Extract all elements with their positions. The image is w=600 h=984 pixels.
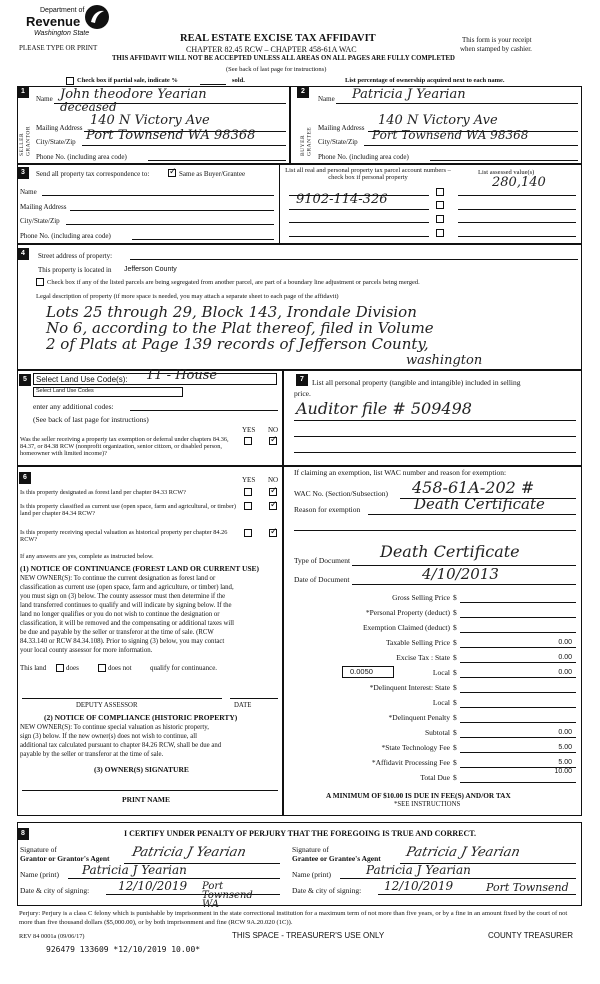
section-8-number: 8 <box>17 828 29 840</box>
calc-label: Total Due <box>420 773 450 782</box>
notice1-line-b: classification as current use (open space, farm and agriculture, or timber) land, <box>20 584 234 591</box>
grantor-name-label: Name (print) <box>20 870 59 879</box>
calc-value[interactable]: 0.00 <box>558 639 572 646</box>
parcel-number[interactable]: 9102-114-326 <box>296 192 388 207</box>
calc-line <box>460 662 576 663</box>
sold-label: sold. <box>232 77 245 84</box>
deputy-date-line <box>230 698 278 699</box>
calc-value[interactable]: 0.00 <box>558 729 572 736</box>
notice-continuance-title: (1) NOTICE OF CONTINUANCE (FOREST LAND OR CURRENT USE) <box>20 564 260 573</box>
auditor-file[interactable]: Auditor file # 509498 <box>296 399 472 418</box>
s1-city-line <box>82 145 286 146</box>
s6-q1-no[interactable] <box>269 488 277 496</box>
s6-forest-question: Is this property designated as forest land per chapter 84.33 RCW? <box>20 489 186 496</box>
grantor-sig-label2: Grantor or Grantor's Agent <box>20 854 110 863</box>
personal-property-label: List all personal property (tangible and intangible) included in selling <box>312 378 521 387</box>
form-chapter: CHAPTER 82.45 RCW – CHAPTER 458-61A WAC <box>186 45 357 54</box>
grantee-city-value[interactable]: Port Townsend <box>486 881 569 894</box>
local-rate-value: 0.0050 <box>350 667 373 676</box>
personal-property-cb-2[interactable] <box>436 201 444 209</box>
segregated-label: Check box if any of the listed parcels are being segregated from another parcel, are part of a boundary line adjustment or parcels being merged. <box>47 279 420 286</box>
notice-compliance-title: (2) NOTICE OF COMPLIANCE (HISTORIC PROPERTY) <box>44 713 238 722</box>
grantee-name-line <box>340 878 576 879</box>
doc-date-value[interactable]: 4/10/2013 <box>422 565 499 583</box>
s5-no-checkbox[interactable] <box>269 437 277 445</box>
owner-sig-line <box>22 790 278 791</box>
section-2-number: 2 <box>297 86 309 98</box>
s6-current-use-question: Is this property classified as current use (open space, farm and agricultural, or timber) land per chapter 84.34 RCW? <box>20 503 236 518</box>
doc-date-label: Date of Document <box>294 575 350 584</box>
treasurer-space: THIS SPACE - TREASURER'S USE ONLY <box>232 931 385 940</box>
s5-yes-checkbox[interactable] <box>244 437 252 445</box>
calc-line <box>460 737 576 738</box>
calc-label: Subtotal <box>424 728 450 737</box>
notice1-line-i: your local county assessor for more information. <box>20 647 153 654</box>
s1-city-value[interactable]: Port Townsend WA 98368 <box>86 128 256 143</box>
s6-q3-no[interactable] <box>269 529 277 537</box>
s7-line-1 <box>294 420 576 421</box>
calc-line <box>460 692 576 693</box>
notice2-line-d: payable by the seller or transferor at the time of sale. <box>20 751 164 758</box>
this-land-label: This land <box>20 664 47 672</box>
calc-label: Local <box>432 698 450 707</box>
calc-dollar: $ <box>453 773 457 782</box>
perjury-notice: Perjury: Perjury is a class C felony which is punishable by imprisonment in the state correctional institution for a maximum term of not more than five years, or by a fine in an amount fixed by the court of not more than five thousand dollars ($5,000.00), or by both imprisonment and fine (RCW 9A.20.020 (1C)). <box>19 910 568 926</box>
grantor-date-label: Date & city of signing: <box>20 886 90 895</box>
parcel-line-2 <box>289 209 429 210</box>
calc-label: *State Technology Fee <box>381 743 450 752</box>
s2-mail-label: Mailing Address <box>318 124 365 132</box>
county-treasurer: COUNTY TREASURER <box>488 931 574 940</box>
calc-line <box>460 782 576 783</box>
section-6-number: 6 <box>19 472 31 484</box>
same-as-buyer-checkbox[interactable] <box>168 169 176 177</box>
partial-sale-label: Check box if partial sale, indicate % <box>77 77 178 84</box>
grantee-name-value[interactable]: Patricia J Yearian <box>366 863 471 877</box>
assessed-line-3 <box>458 222 576 223</box>
list-pct-label: List percentage of ownership acquired next to each name. <box>345 77 505 84</box>
calc-dollar: $ <box>453 758 457 767</box>
see-back-note: (See back of last page for instructions) <box>226 66 327 73</box>
s2-city-line <box>364 145 578 146</box>
notice1-line-g: be due and payable by the seller or transferor at the time of sale. (RCW <box>20 629 214 636</box>
reason-line-2 <box>294 530 576 531</box>
personal-property-cb-1[interactable] <box>436 188 444 196</box>
calc-value[interactable]: 5.00 <box>558 744 572 751</box>
calc-value[interactable]: 0.00 <box>558 654 572 661</box>
land-use-code[interactable]: 11 - House <box>146 368 218 383</box>
grantee-sig-label1: Signature of <box>292 845 329 854</box>
grantor-sig-label1: Signature of <box>20 845 57 854</box>
calc-label: Exemption Claimed (deduct) <box>362 623 450 632</box>
s2-name-label: Name <box>318 95 335 103</box>
notice1-line-f: classification, it will be removed and the compensating or additional taxes will <box>20 620 235 627</box>
doc-type-label: Type of Document <box>294 556 351 565</box>
calc-line <box>460 647 576 648</box>
grantor-signature[interactable]: Patricia J Yearian <box>130 845 248 860</box>
notice1-line-c: you must sign on (3) below. The county assessor must then determine if the <box>20 593 226 600</box>
calc-label: *Personal Property (deduct) <box>365 608 450 617</box>
minimum-fee-notice: A MINIMUM OF $10.00 IS DUE IN FEE(S) AND/OR TAX <box>326 791 511 800</box>
calc-label: Excise Tax : State <box>396 653 450 662</box>
section-4-number: 4 <box>17 248 29 260</box>
personal-property-cb-4[interactable] <box>436 229 444 237</box>
s2-mail-value[interactable]: 140 N Victory Ave <box>378 113 498 128</box>
grantee-date-value[interactable]: 12/10/2019 <box>384 879 454 893</box>
s1-mail-value[interactable]: 140 N Victory Ave <box>90 113 210 128</box>
s5-exemption-question: Was the seller receiving a property tax exemption or deferral under chapters 84.36, 84.37, or 84.38 RCW (nonprofit organization, senior citizen, or disabled person, homeowner with limited income)? <box>20 436 229 458</box>
deputy-assessor-label: DEPUTY ASSESSOR <box>76 702 138 709</box>
calc-dollar: $ <box>453 683 457 692</box>
dept-line2: Revenue <box>26 14 81 29</box>
does-label: does <box>66 664 79 672</box>
s3-list-header: List all real and personal property tax parcel account numbers – check box if personal property <box>285 167 451 182</box>
parcel-line-4 <box>289 236 429 237</box>
calc-line <box>460 752 576 753</box>
calc-dollar: $ <box>453 728 457 737</box>
partial-pct-line <box>200 84 226 85</box>
wac-value[interactable]: 458-61A-202 # <box>412 478 535 497</box>
dept-line3: Washington State <box>34 30 90 37</box>
calc-label: Local <box>432 668 450 677</box>
calc-dollar: $ <box>453 608 457 617</box>
section-7-number: 7 <box>296 374 308 386</box>
legal-desc-line2[interactable]: No 6, according to the Plat thereof, filed in Volume <box>46 319 434 337</box>
s2-city-label: City/State/Zip <box>318 138 358 146</box>
calc-value[interactable]: 10.00 <box>554 768 572 775</box>
s1-name-value[interactable]: John theodore Yearian <box>60 87 207 102</box>
calc-dollar: $ <box>453 713 457 722</box>
calc-line <box>460 632 576 633</box>
grantee-signature[interactable]: Patricia J Yearian <box>404 845 522 860</box>
dor-logo-icon <box>84 4 110 30</box>
calc-line <box>460 722 576 723</box>
qualify-label: qualify for continuance. <box>150 664 218 672</box>
print-name-label: PRINT NAME <box>122 795 170 804</box>
calc-dollar: $ <box>453 698 457 707</box>
certify-statement: I CERTIFY UNDER PENALTY OF PERJURY THAT THE FOREGOING IS TRUE AND CORRECT. <box>124 829 477 838</box>
calc-label: *Delinquent Penalty <box>388 713 450 722</box>
street-address-line <box>130 259 578 260</box>
dept-line1: Department of <box>40 7 85 14</box>
s6-q2-yes[interactable] <box>244 502 252 510</box>
notice2-line-b: sign (3) below. If the new owner(s) does not wish to continue, all <box>20 733 197 740</box>
assessed-line-4 <box>458 236 576 237</box>
grantor-date-value[interactable]: 12/10/2019 <box>118 879 188 893</box>
s1-name-label: Name <box>36 95 53 103</box>
calc-line <box>460 707 576 708</box>
calc-value[interactable]: 0.00 <box>558 669 572 676</box>
s3-assessed-header: List assessed value(s) <box>478 169 535 176</box>
land-does-checkbox[interactable] <box>56 664 64 672</box>
s2-name-value[interactable]: Patricia J Yearian <box>352 87 466 102</box>
s3-mail-label: Mailing Address <box>20 203 67 211</box>
deputy-date-label: DATE <box>234 702 252 709</box>
section-1-number: 1 <box>17 86 29 98</box>
legal-desc-label: Legal description of property (if more space is needed, you may attach a separate sheet to each page of the affidavit) <box>36 293 339 300</box>
calc-dollar: $ <box>453 593 457 602</box>
s3-city-label: City/State/Zip <box>20 217 60 225</box>
wac-label: WAC No. (Section/Subsection) <box>294 489 388 498</box>
reason-label: Reason for exemption <box>294 505 361 514</box>
calc-dollar: $ <box>453 743 457 752</box>
s3-city-line <box>66 224 274 225</box>
additional-codes-label: enter any additional codes: <box>33 402 114 411</box>
legal-desc-line3[interactable]: 2 of Plats at Page 139 records of Jefferson County, <box>46 335 429 353</box>
legal-desc-line4[interactable]: washington <box>406 353 483 368</box>
assessed-line-1 <box>458 195 576 196</box>
see-instructions: *SEE INSTRUCTIONS <box>394 801 461 808</box>
s3-phone-line <box>132 239 274 240</box>
assessed-line-2 <box>458 209 576 210</box>
land-does-not-checkbox[interactable] <box>98 664 106 672</box>
section-3-divider <box>279 164 280 244</box>
s6-historic-question: Is this property receiving special valuation as historical property per chapter 84.26 RCW? <box>20 529 228 544</box>
does-not-label: does not <box>108 664 132 672</box>
land-use-dropdown-label: Select Land Use Codes <box>36 388 94 394</box>
calc-label: Taxable Selling Price <box>385 638 450 647</box>
calc-label: Gross Selling Price <box>392 593 450 602</box>
calc-label: *Delinquent Interest: State <box>369 683 450 692</box>
s6-yes-header: YES <box>242 476 256 484</box>
s2-city-value[interactable]: Port Townsend WA 98368 <box>372 128 529 142</box>
s6-if-any: If any answers are yes, complete as instructed below. <box>20 553 154 560</box>
calc-dollar: $ <box>453 653 457 662</box>
land-use-label: Select Land Use Code(s): <box>36 375 128 384</box>
legal-desc-line1[interactable]: Lots 25 through 29, Block 143, Irondale Division <box>46 303 417 321</box>
located-label: This property is located in <box>38 266 112 274</box>
dor-logo <box>12 4 122 44</box>
s2-phone-line <box>430 160 578 161</box>
exemption-label: If claiming an exemption, list WAC number and reason for exemption: <box>294 468 507 477</box>
partial-sale-checkbox[interactable] <box>66 77 74 85</box>
doc-date-line <box>352 584 576 585</box>
calc-value[interactable]: 5.00 <box>558 759 572 766</box>
s3-mail-line <box>70 210 274 211</box>
price-label: price. <box>294 389 311 398</box>
form-title: REAL ESTATE EXCISE TAX AFFIDAVIT <box>180 33 376 44</box>
notice1-line-h: 84.33.140 or RCW 84.34.108). Prior to signing (3) below, you may contact <box>20 638 225 645</box>
s1-mail-label: Mailing Address <box>36 124 83 132</box>
s3-name-line <box>42 195 274 196</box>
doc-type-value[interactable]: Death Certificate <box>380 542 520 561</box>
reason-value[interactable]: Death Certificate <box>414 495 545 513</box>
calc-line <box>460 677 576 678</box>
s5-yes-header: YES <box>242 426 256 434</box>
calc-line <box>460 602 576 603</box>
reason-line <box>368 514 576 515</box>
receipt-stamp: 926479 133609 *12/10/2019 10.00* <box>46 945 201 954</box>
s3-same-label: Same as Buyer/Grantee <box>179 170 246 178</box>
s6-q3-yes[interactable] <box>244 529 252 537</box>
notice1-line-d: land transferred continues to qualify and will indicate by signing below. If the <box>20 602 232 609</box>
personal-property-cb-3[interactable] <box>436 215 444 223</box>
calc-dollar: $ <box>453 623 457 632</box>
rev-number: REV 84 0001a (09/06/17) <box>19 933 85 940</box>
s5-see-back: (See back of last page for instructions) <box>33 415 149 424</box>
s7-line-2 <box>294 436 576 437</box>
notice2-line-a: NEW OWNER(S): To continue special valuation as historic property, <box>20 724 209 731</box>
calc-label: *Affidavit Processing Fee <box>371 758 450 767</box>
s3-phone-label: Phone No. (including area code) <box>20 232 111 240</box>
s1-phone-line <box>148 160 286 161</box>
s1-city-label: City/State/Zip <box>36 138 76 146</box>
parcel-line-3 <box>289 222 429 223</box>
s1-name-value2[interactable]: deceased <box>60 100 117 114</box>
buyer-grantee-label: BUYER GRANTEE <box>300 126 313 156</box>
assessed-value[interactable]: 280,140 <box>492 175 546 190</box>
calc-dollar: $ <box>453 638 457 647</box>
additional-codes-line <box>130 410 278 411</box>
calc-line <box>460 617 576 618</box>
notice1-line-a: NEW OWNER(S): To continue the current designation as forest land or <box>20 575 216 582</box>
s2-name-line <box>336 103 578 104</box>
s2-phone-label: Phone No. (including area code) <box>318 153 409 161</box>
s6-q1-yes[interactable] <box>244 488 252 496</box>
street-address-label: Street address of property: <box>38 252 113 260</box>
grantor-name-value[interactable]: Patricia J Yearian <box>82 863 187 877</box>
s5-no-header: NO <box>268 426 279 434</box>
calc-dollar: $ <box>453 668 457 677</box>
s6-no-header: NO <box>268 476 279 484</box>
s7-line-3 <box>294 452 576 453</box>
s6-q2-no[interactable] <box>269 502 277 510</box>
grantor-city-value[interactable]: Port Townsend WA <box>202 881 253 910</box>
s3-send-label: Send all property tax correspondence to: <box>36 170 150 178</box>
receipt-line1: This form is your receipt <box>462 36 532 44</box>
notice1-line-e: land no longer qualifies or you do not wish to continue the designation or <box>20 611 220 618</box>
form-notice: THIS AFFIDAVIT WILL NOT BE ACCEPTED UNLESS ALL AREAS ON ALL PAGES ARE FULLY COMPLETED <box>112 55 455 62</box>
section-3-number: 3 <box>17 167 29 179</box>
grantee-date-label: Date & city of signing: <box>292 886 362 895</box>
parcel-line-1 <box>289 195 429 196</box>
grantee-sig-label2: Grantee or Grantee's Agent <box>292 854 381 863</box>
s3-name-label: Name <box>20 188 37 196</box>
owner-signature-label: (3) OWNER(S) SIGNATURE <box>94 765 189 774</box>
county-value[interactable]: Jefferson County <box>124 266 177 273</box>
s1-phone-label: Phone No. (including area code) <box>36 153 127 161</box>
deputy-line <box>22 698 222 699</box>
receipt-line2: when stamped by cashier. <box>460 45 532 53</box>
grantee-name-label: Name (print) <box>292 870 331 879</box>
notice2-line-c: additional tax calculated pursuant to chapter 84.26 RCW, shall be due and <box>20 742 222 749</box>
section-5-number: 5 <box>19 374 31 386</box>
segregated-checkbox[interactable] <box>36 278 44 286</box>
please-type: PLEASE TYPE OR PRINT <box>19 44 98 52</box>
seller-grantor-label: SELLER GRANTOR <box>19 126 32 156</box>
